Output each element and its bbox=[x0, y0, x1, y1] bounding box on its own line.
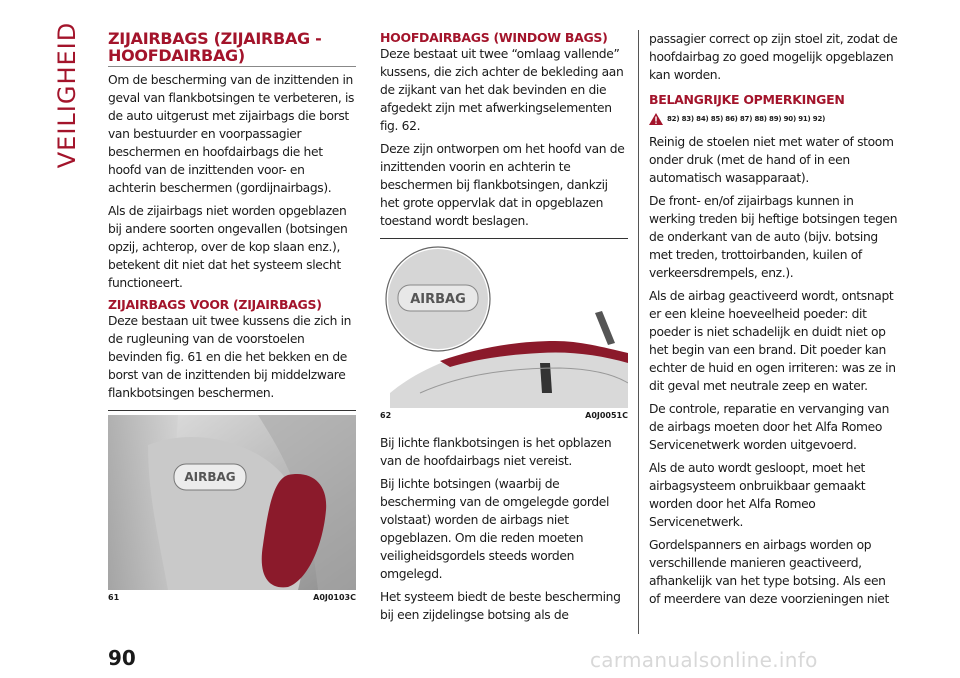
warning-ref-list: 82) 83) 84) 85) 86) 87) 88) 89) 90) 91) 92) bbox=[667, 115, 826, 123]
warning-references bbox=[649, 113, 899, 125]
section-title: VEILIGHEID bbox=[53, 21, 82, 169]
column-2-continued bbox=[380, 434, 628, 624]
seat-airbag-illustration bbox=[108, 415, 356, 590]
section-side-tab bbox=[52, 21, 82, 169]
airbag-label-text: AIRBAG bbox=[410, 292, 466, 307]
heading-window-bags: HOOFDAIRBAGS (WINDOW BAGS) bbox=[380, 30, 608, 45]
paragraph: Als de airbag geactiveerd wordt, ontsnapt er een kleine hoeveelheid poeder: dit poeder is niet schadelijk en duidt niet op het begin van een brand. Dit poeder kan echter de huid en ogen irriteren: was ze in dit geval met neutrale zeep en water. bbox=[649, 289, 896, 393]
column-divider bbox=[638, 30, 639, 634]
column-1 bbox=[108, 30, 356, 407]
airbag-label-text: AIRBAG bbox=[184, 470, 236, 484]
figure-code: A0J0051C bbox=[585, 411, 628, 420]
figure-61 bbox=[108, 410, 356, 602]
warning-triangle-icon bbox=[649, 113, 663, 125]
airbag-label-badge bbox=[174, 464, 246, 490]
figure-61-frame bbox=[108, 410, 356, 590]
figure-number: 61 bbox=[108, 593, 120, 602]
figure-number: 62 bbox=[380, 411, 392, 420]
heading-important-notes: BELANGRIJKE OPMERKINGEN bbox=[649, 92, 845, 107]
paragraph: De controle, reparatie en vervanging van de airbags moeten door het Alfa Romeo Servicenetwerk worden uitgevoerd. bbox=[649, 402, 890, 452]
paragraph: Als de auto wordt gesloopt, moet het airbagsysteem onbruikbaar gemaakt worden door het Alfa Romeo Servicenetwerk. bbox=[649, 461, 866, 529]
paragraph: Gordelspanners en airbags worden op verschillende manieren geactiveerd, afhankelijk van het type botsing. Als een of meerdere van deze voorzieningen niet bbox=[649, 538, 889, 606]
paragraph: passagier correct op zijn stoel zit, zodat de hoofdairbag zo goed mogelijk opgeblazen kan worden. bbox=[649, 32, 898, 82]
paragraph: Als de zijairbags niet worden opgeblazen bij andere soorten ongevallen (botsingen opzij, achterop, over de kop slaan enz.), betekent dit niet dat het systeem slecht functioneert. bbox=[108, 204, 348, 290]
figure-code: A0J0103C bbox=[313, 593, 356, 602]
page-number: 90 bbox=[108, 646, 136, 670]
watermark: carmanualsonline.info bbox=[590, 648, 818, 672]
paragraph: Deze zijn ontworpen om het hoofd van de inzittenden voorin en achterin te beschermen bij flankbotsingen, dankzij het grote oppervlak dat in opgeblazen toestand wordt beslagen. bbox=[380, 142, 625, 228]
paragraph: Deze bestaat uit twee “omlaag vallende” kussens, die zich achter de bekleding aan de zijkant van het dak bevinden en die afgedekt zijn met afwerkingselementen fig. 62. bbox=[380, 47, 624, 133]
paragraph: Bij lichte flankbotsingen is het opblazen van de hoofdairbags niet vereist. bbox=[380, 436, 612, 468]
subheading-front-side-airbags: ZIJAIRBAGS VOOR (ZIJAIRBAGS) bbox=[108, 297, 322, 312]
paragraph: Reinig de stoelen niet met water of stoom onder druk (met de hand of in een automatisch wasapparaat). bbox=[649, 135, 894, 185]
paragraph: De front- en/of zijairbags kunnen in werking treden bij heftige botsingen tegen de onderkant van de auto (bijv. botsing met treden, trottoirbanden, kuilen of verkeersdrempels, enz.). bbox=[649, 194, 898, 280]
figure-62 bbox=[380, 238, 628, 629]
paragraph: Om de bescherming van de inzittenden in geval van flankbotsingen te verbeteren, is de auto uitgerust met zijairbags die borst van bestuurder en voorpassagier beschermen en hoofdairbags die het hoofd van de inzittenden voor- en achterin beschermen (gordijnairbags). bbox=[108, 73, 355, 195]
figure-62-caption bbox=[380, 411, 628, 420]
column-2 bbox=[380, 30, 628, 235]
car-window-airbag-illustration bbox=[380, 243, 628, 408]
paragraph: Het systeem biedt de beste bescherming bij een zijdelingse botsing als de bbox=[380, 590, 621, 622]
paragraph: Bij lichte botsingen (waarbij de bescherming van de omgelegde gordel volstaat) worden de airbags niet opgeblazen. Om die reden moeten veiligheidsgordels steeds worden omgelegd. bbox=[380, 477, 610, 581]
heading-side-airbags: ZIJAIRBAGS (ZIJAIRBAG - HOOFDAIRBAG) bbox=[108, 30, 356, 67]
figure-62-frame bbox=[380, 238, 628, 408]
paragraph: Deze bestaan uit twee kussens die zich in de rugleuning van de voorstoelen bevinden fig. 61 en die het bekken en de borst van de inzittenden bij middelzware flankbotsingen beschermen. bbox=[108, 314, 352, 400]
figure-61-caption bbox=[108, 593, 356, 602]
column-3 bbox=[649, 30, 899, 613]
